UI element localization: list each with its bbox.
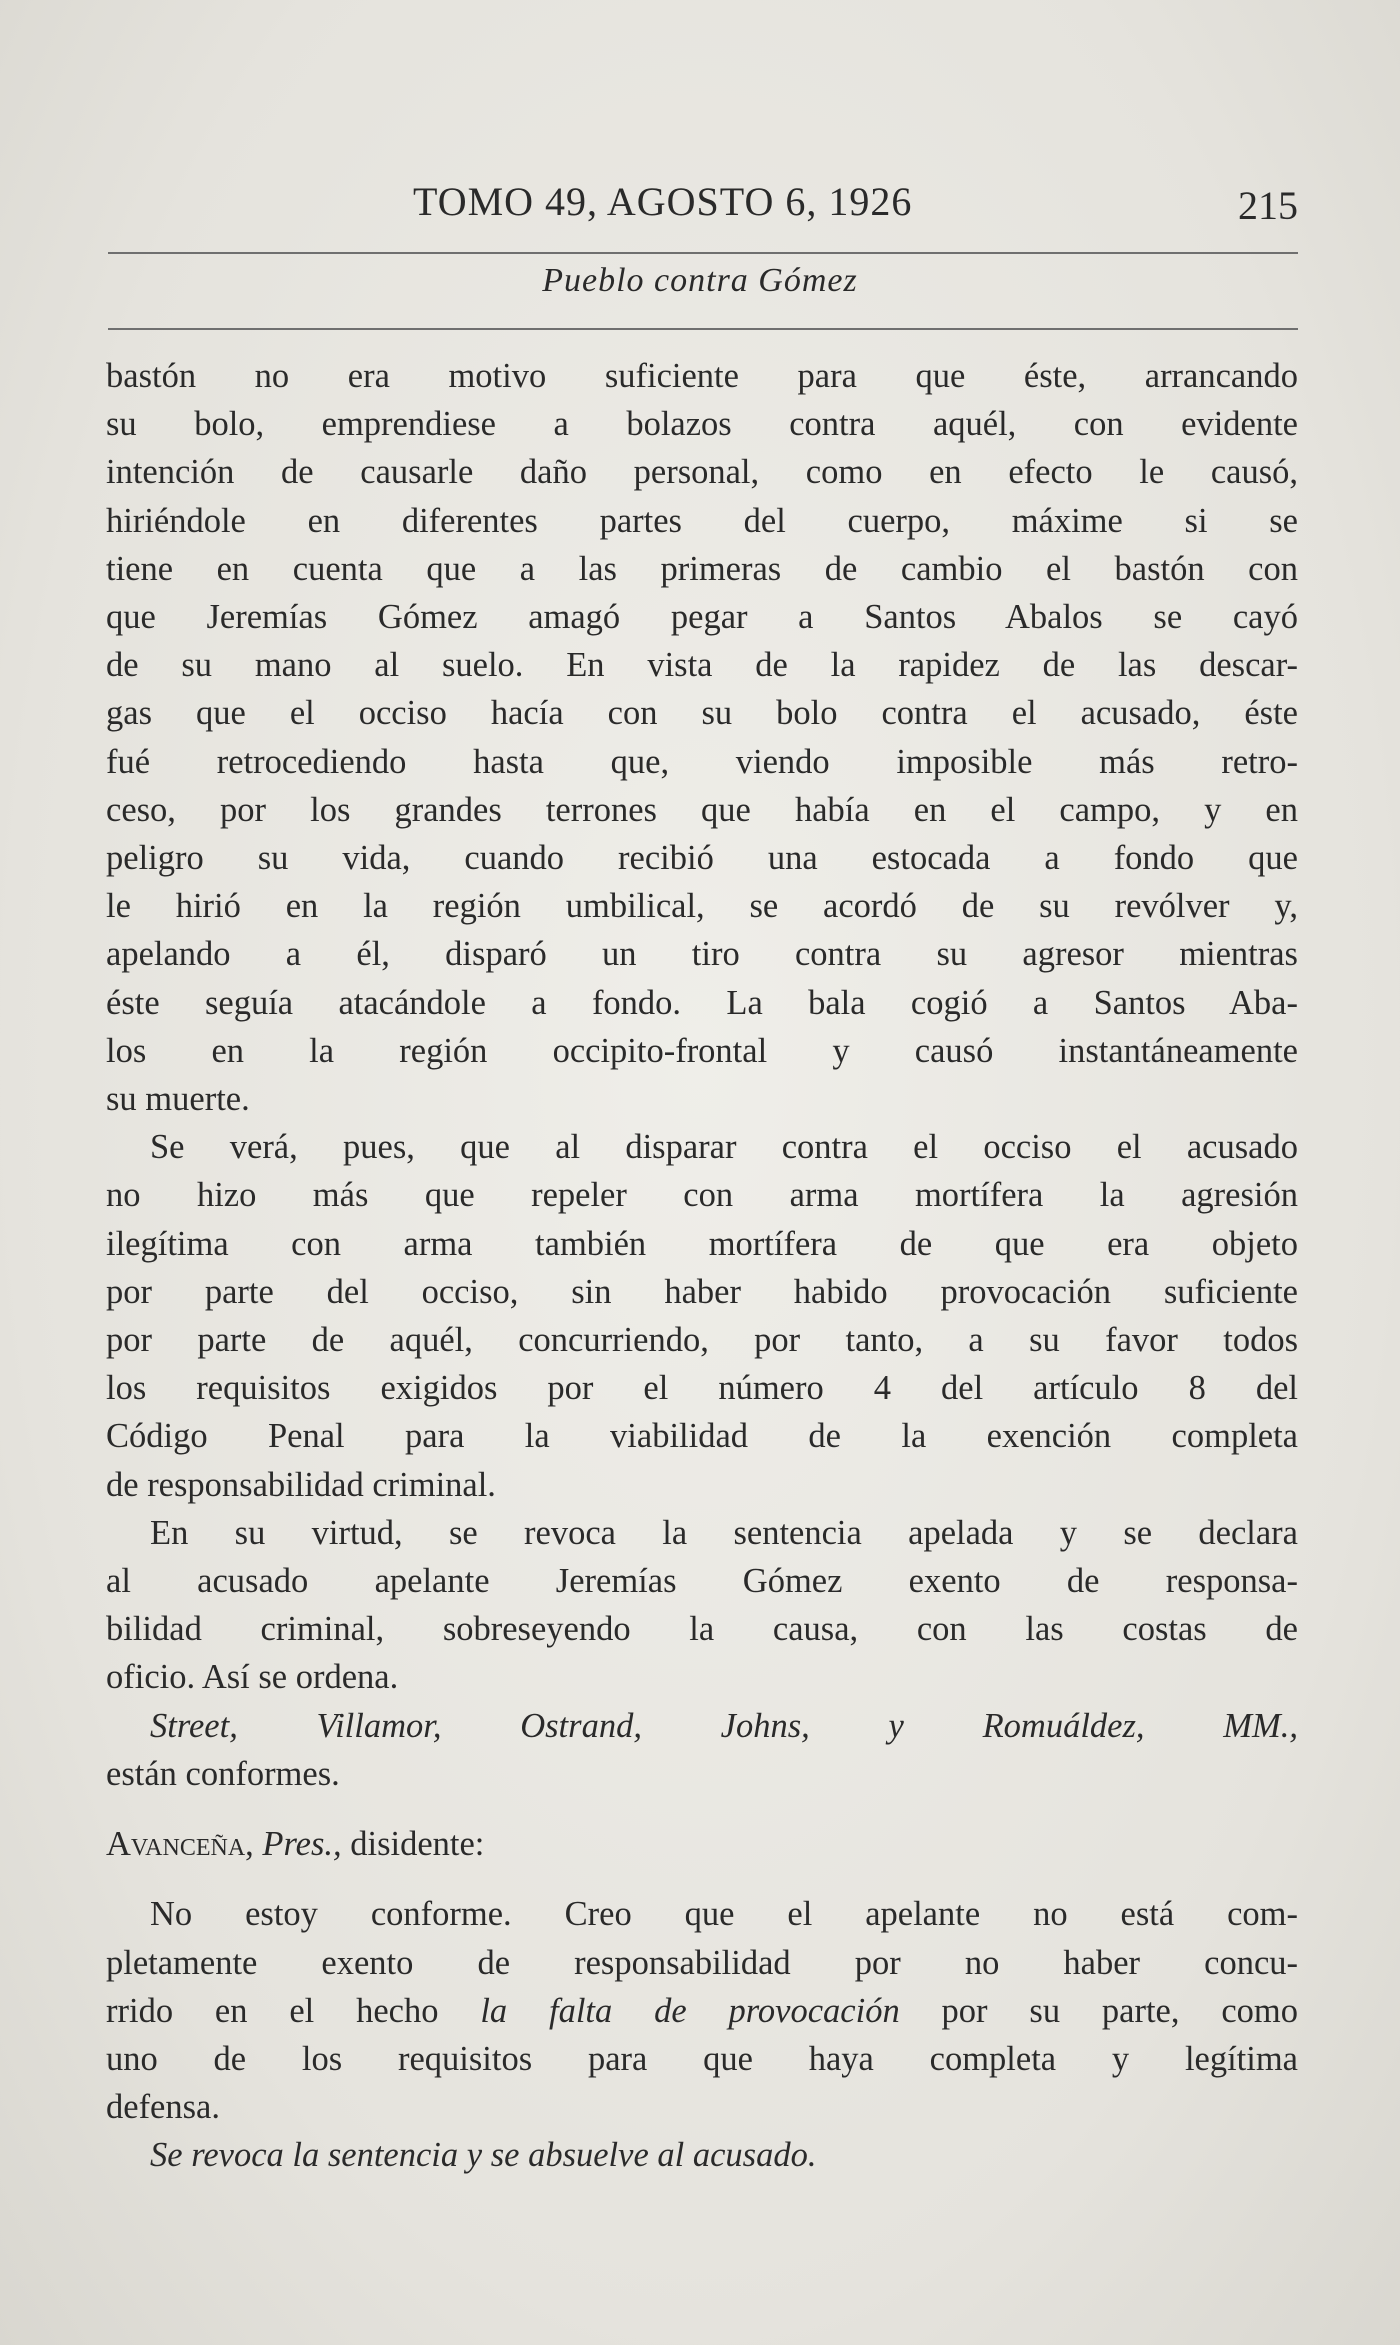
text-line: bastón no era motivo suficiente para que éste, arrancando: [106, 357, 1298, 395]
dissent-heading-line: [106, 1820, 1298, 1868]
text-line: por parte de aquél, concurriendo, por tanto, a su favor todos: [106, 1321, 1298, 1360]
text-line: intención de causarle daño personal, como en efecto le causó,: [106, 453, 1298, 492]
text-line: fué retrocediendo hasta que, viendo imposible más retro-: [106, 742, 1298, 781]
section-spacer: [106, 1868, 1298, 1890]
text-line: por parte del occiso, sin haber habido provocación suficiente: [106, 1272, 1298, 1311]
text-line: de responsabilidad criminal.: [106, 1465, 496, 1504]
disposition: [106, 2131, 1298, 2179]
body-text: [106, 352, 1298, 2180]
text-line: tiene en cuenta que a las primeras de cambio el bastón con: [106, 549, 1298, 588]
text-line: que Jeremías Gómez amagó pegar a Santos Abalos se cayó: [106, 598, 1298, 637]
text-line: uno de los requisitos para que haya completa y legítima: [106, 2039, 1298, 2078]
page-number: 215: [1238, 183, 1298, 228]
text-line: defensa.: [106, 2088, 220, 2127]
concurrence: [106, 1702, 1298, 1798]
case-title: Pueblo contra Gómez: [542, 262, 858, 299]
text-line: su bolo, emprendiese a bolazos contra aquél, con evidente: [106, 405, 1298, 444]
concurrence-text: están conformes.: [106, 1754, 340, 1793]
text-line dissent-italic-line: rrido en el hecho la falta de provocación por su parte, como: [106, 1991, 1298, 2030]
header-rule-top: [108, 252, 1298, 254]
paragraph-3: [106, 1509, 1298, 1702]
dissent-title: Pres.,: [262, 1825, 342, 1864]
text-line: pletamente exento de responsabilidad por no haber concu-: [106, 1943, 1298, 1982]
text-line: ceso, por los grandes terrones que había en el campo, y en: [106, 790, 1298, 829]
text-line: los en la región occipito-frontal y causó instantáneamente: [106, 1031, 1298, 1070]
running-head: TOMO 49, AGOSTO 6, 1926: [413, 179, 913, 224]
text-line: le hirió en la región umbilical, se acordó de su revólver y,: [106, 887, 1298, 926]
text-line: Se verá, pues, que al disparar contra el occiso el acusado: [150, 1128, 1298, 1167]
text-line: su muerte.: [106, 1080, 250, 1119]
text-line: de su mano al suelo. En vista de la rapidez de las descar-: [106, 646, 1298, 685]
concurring-justices: Street, Villamor, Ostrand, Johns, y Romuáldez, MM.,: [150, 1706, 1298, 1745]
text-line: Código Penal para la viabilidad de la exención completa: [106, 1417, 1298, 1456]
section-spacer: [106, 1798, 1298, 1820]
italic-phrase: la falta de provocación: [480, 1991, 900, 2030]
text-line: éste seguía atacándole a fondo. La bala cogió a Santos Aba-: [106, 983, 1298, 1022]
text-line: En su virtud, se revoca la sentencia apelada y se declara: [150, 1513, 1298, 1552]
page-header: [108, 178, 1298, 238]
text-line: al acusado apelante Jeremías Gómez exento de responsa-: [106, 1562, 1298, 1601]
dissent-author: Avanceña,: [106, 1825, 254, 1864]
text-line: oficio. Así se ordena.: [106, 1658, 399, 1697]
text-line: bilidad criminal, sobreseyendo la causa, con las costas de: [106, 1610, 1298, 1649]
text-line: No estoy conforme. Creo que el apelante no está com-: [150, 1895, 1298, 1934]
disposition-text: Se revoca la sentencia y se absuelve al acusado.: [150, 2136, 817, 2175]
paragraph-2: [106, 1123, 1298, 1509]
dissent-label: disidente:: [350, 1825, 485, 1864]
dissent-heading: [106, 1820, 1298, 1868]
paragraph-1: [106, 352, 1298, 1123]
header-rule-bottom: [108, 328, 1298, 330]
text-line: peligro su vida, cuando recibió una estocada a fondo que: [106, 839, 1298, 878]
text-line: apelando a él, disparó un tiro contra su agresor mientras: [106, 935, 1298, 974]
text-line: ilegítima con arma también mortífera de que era objeto: [106, 1224, 1298, 1263]
dissent-paragraph: [106, 1890, 1298, 2131]
text-line: hiriéndole en diferentes partes del cuerpo, máxime si se: [106, 501, 1298, 540]
text-line: no hizo más que repeler con arma mortífera la agresión: [106, 1176, 1298, 1215]
text-line: gas que el occiso hacía con su bolo contra el acusado, éste: [106, 694, 1298, 733]
text-line: los requisitos exigidos por el número 4 del artículo 8 del: [106, 1369, 1298, 1408]
